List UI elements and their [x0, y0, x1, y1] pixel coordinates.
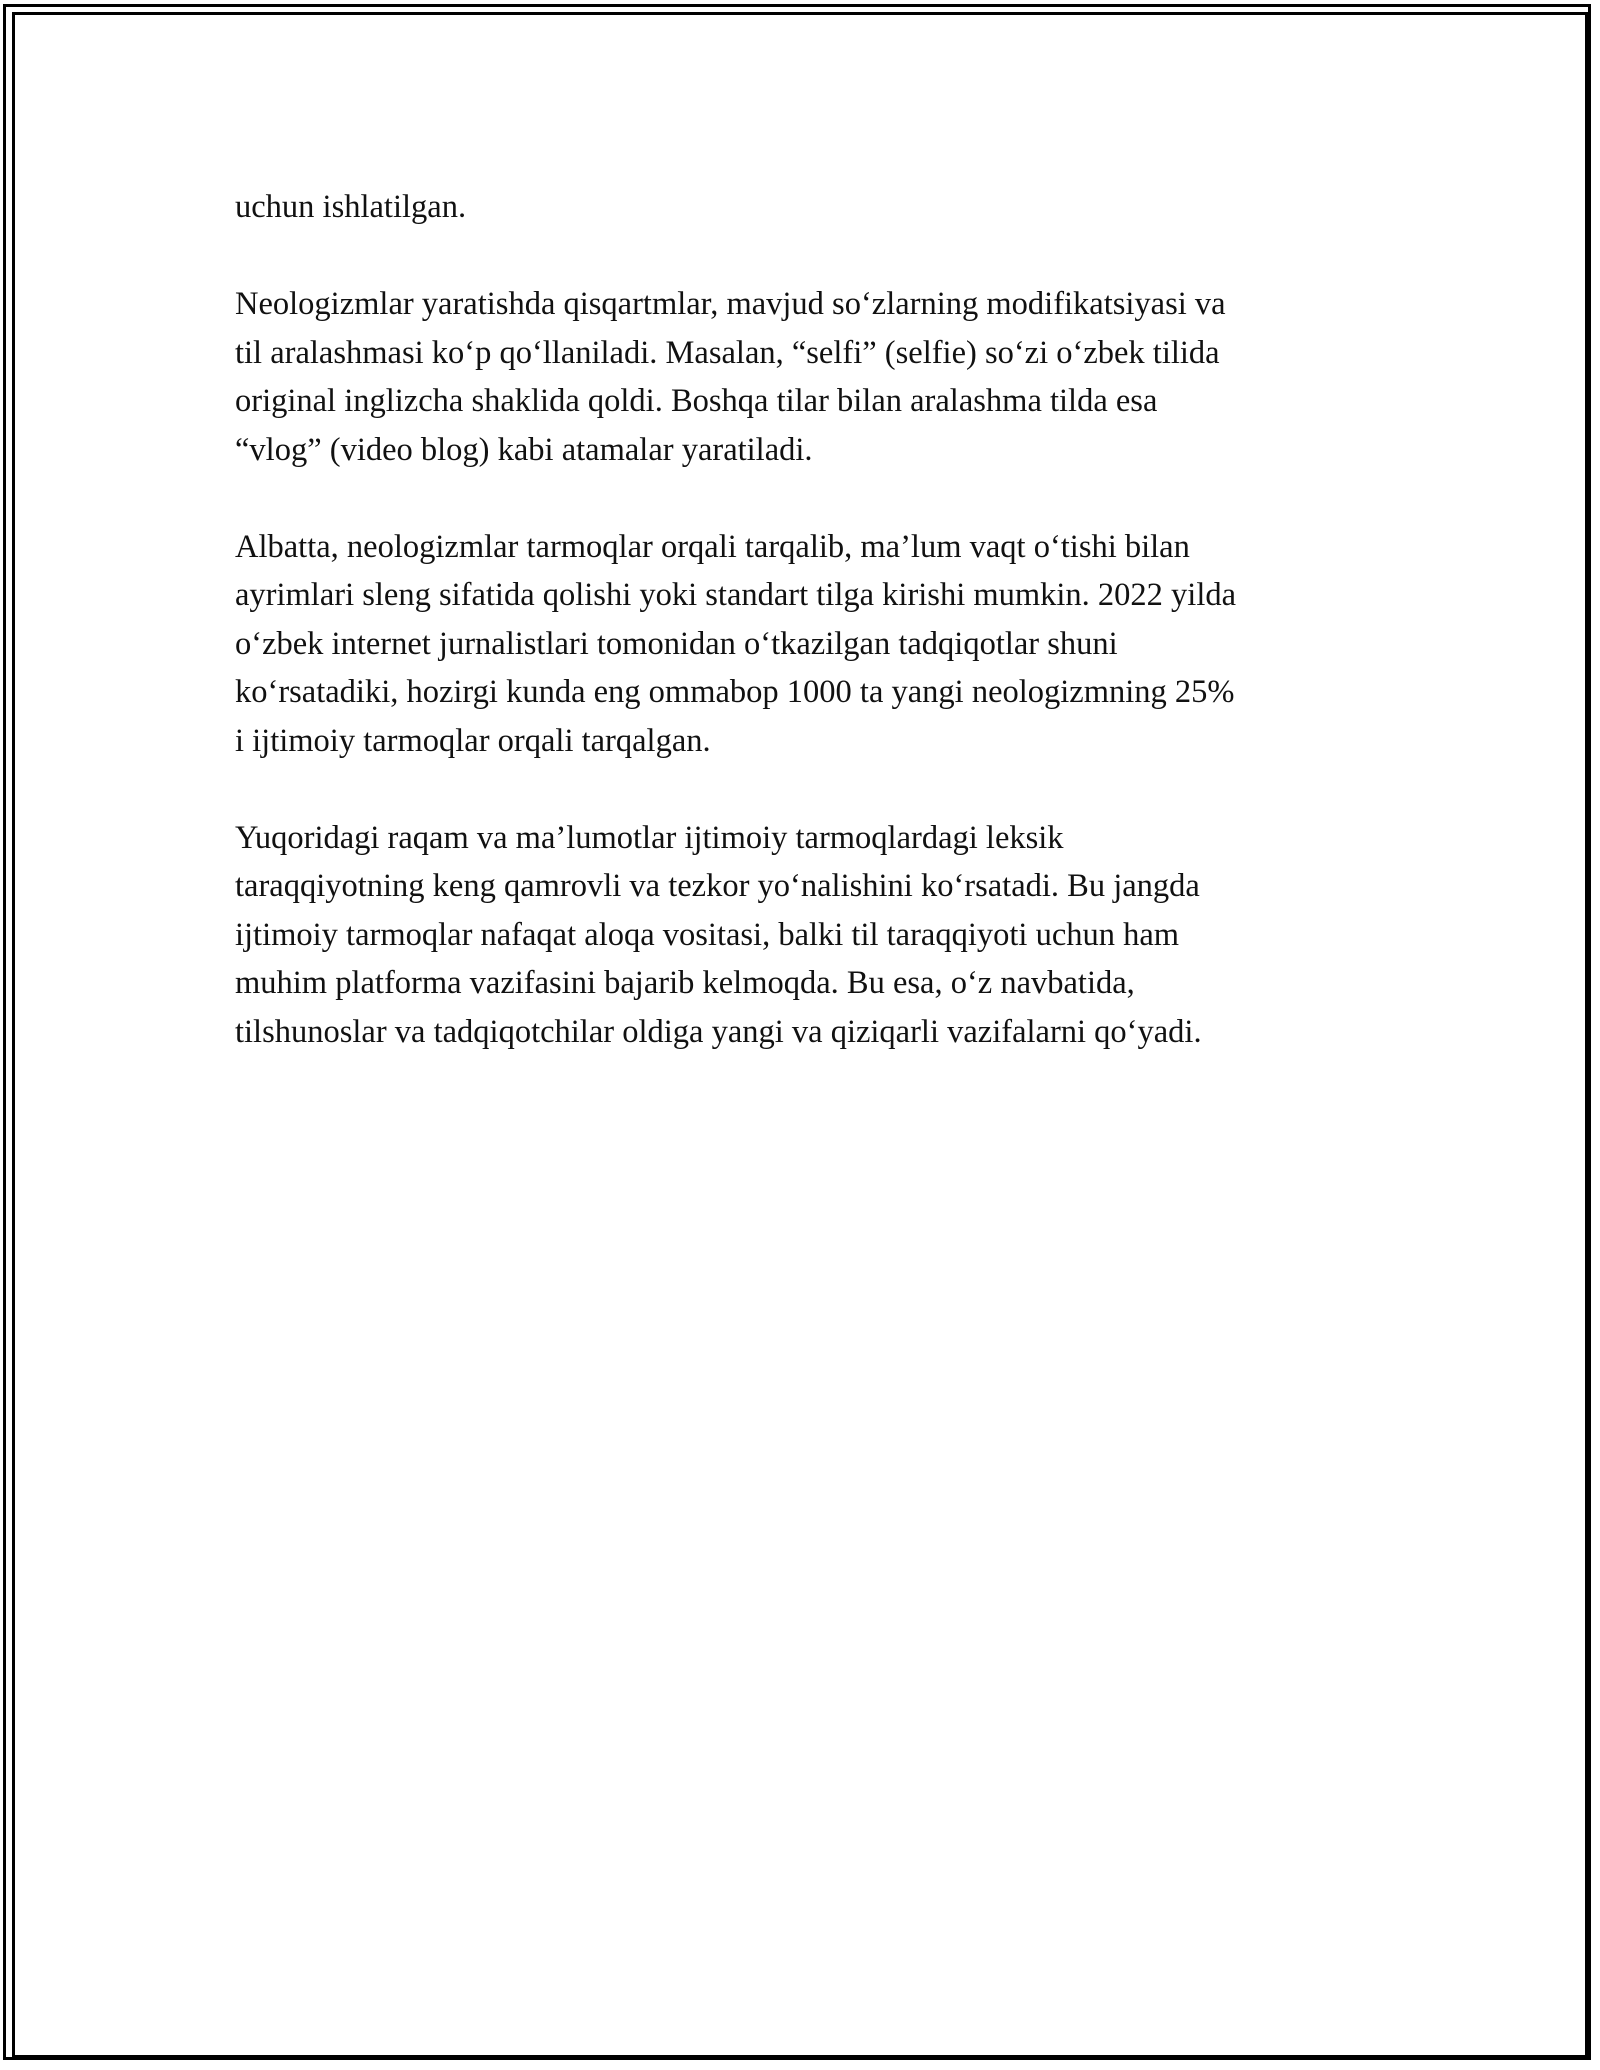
paragraph-neologism-formation: Neologizmlar yaratishda qisqartmlar, mavjud so‘zlarning modifikatsiyasi va til aralashmasi ko‘p qo‘llaniladi. Masalan, “selfi” (selfie) so‘zi o‘zbek tilida original inglizcha shaklida qoldi. Boshqa tilar bilan aralashma tilda esa “vlog” (video blog) kabi atamalar yaratiladi.	[235, 286, 1226, 468]
paragraph-conclusion: Yuqoridagi raqam va ma’lumotlar ijtimoiy tarmoqlardagi leksik taraqqiyotning keng qamrovli va tezkor yo‘nalishini ko‘rsatadi. Bu jangda ijtimoiy tarmoqlar nafaqat aloqa vositasi, balki til taraqqiyoti uchun ham muhim platforma vazifasini bajarib kelmoqda. Bu esa, o‘z navbatida, tilshunoslar va tadqiqotchilar oldiga yangi va qiziqarli vazifalarni qo‘yadi.	[235, 819, 1202, 1050]
document-body	[235, 183, 1385, 1056]
paragraph-neologism-spread: Albatta, neologizmlar tarmoqlar orqali tarqalib, ma’lum vaqt o‘tishi bilan ayrimlari sleng sifatida qolishi yoki standart tilga kirishi mumkin. 2022 yilda o‘zbek internet jurnalistlari tomonidan o‘tkazilgan tadqiqotlar shuni ko‘rsatadiki, hozirgi kunda eng ommabop 1000 ta yangi neologizmning 25% i ijtimoiy tarmoqlar orqali tarqalgan.	[235, 528, 1237, 759]
paragraph-continuation: uchun ishlatilgan.	[235, 189, 467, 225]
